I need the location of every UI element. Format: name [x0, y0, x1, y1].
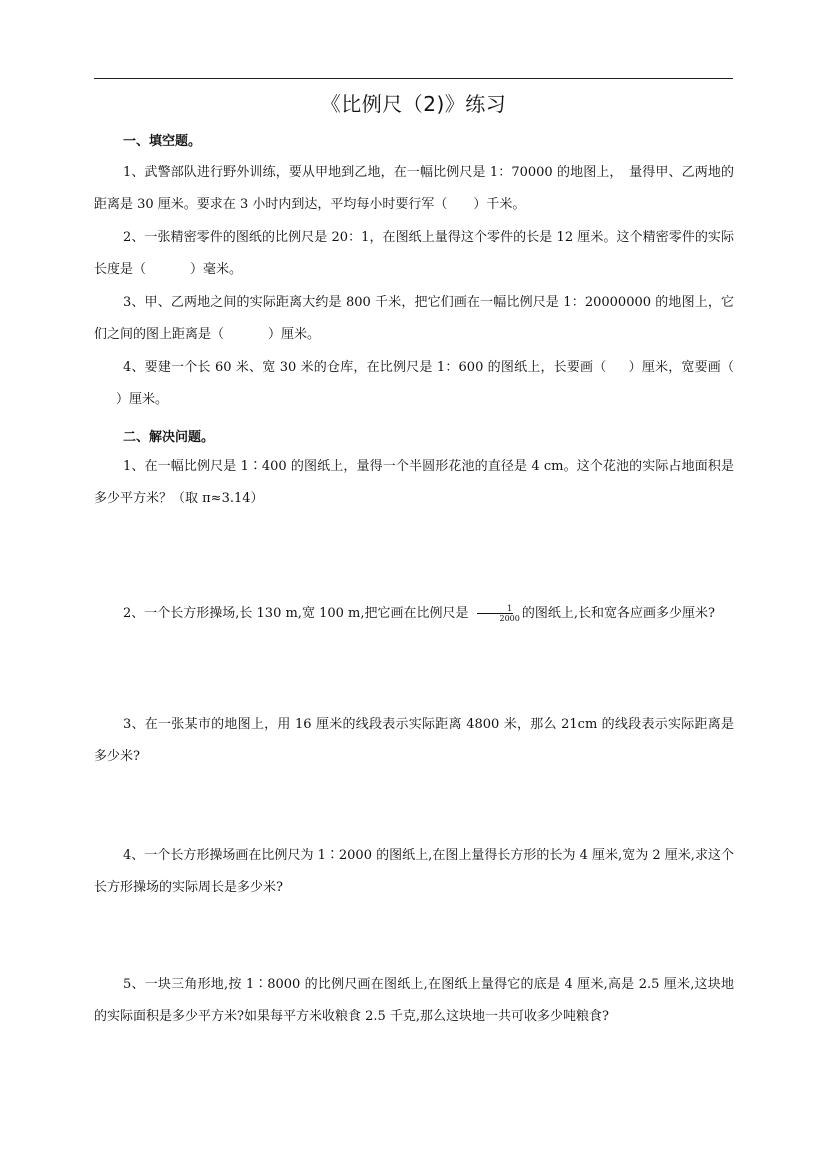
scale-fraction: [469, 604, 520, 623]
page-title: 《比例尺（2)》练习: [320, 92, 507, 116]
header-rule: [94, 78, 733, 79]
section-heading-fill-blank: 一、填空题。: [123, 134, 202, 149]
fraction-denominator: 2000: [499, 614, 520, 623]
question-text: ）毫米。: [190, 262, 243, 277]
question-text: 的图纸上,长和宽各应画多少厘米?: [521, 606, 715, 621]
question-text: ）厘米。: [116, 392, 169, 407]
question-fill-3: [94, 287, 734, 351]
fraction-numerator: 1: [477, 604, 513, 614]
problem-5: 5、一块三角形地,按 1∶8000 的比例尺画在图纸上,在图纸上量得它的底是 4 厘米,高是 2.5 厘米,这块地的实际面积是多少平方米?如果每平方米收粮食 2.5 千克,那么这块地一共可收多少吨粮食?: [94, 977, 734, 1024]
question-text: 1、武警部队进行野外训练，要从甲地到乙地，在一幅比例尺是 1：70000 的地图上， 量得甲、乙两地的距离是 30 厘米。要求在 3 小时内到达，平均每小时要行军（: [94, 165, 734, 212]
question-text: ）厘米。: [268, 327, 321, 342]
section-heading-problems: 二、解决问题。: [123, 430, 215, 445]
question-fill-1: [94, 157, 734, 221]
question-text: 2、一个长方形操场,长 130 m,宽 100 m,把它画在比例尺是: [123, 606, 469, 621]
question-text: ）厘米，宽要画（: [628, 360, 734, 375]
question-text: 2、一张精密零件的图纸的比例尺是 20：1，在图纸上量得这个零件的长是 12 厘米。这个精密零件的实际长度是（: [94, 230, 734, 277]
question-text: 4、要建一个长 60 米、宽 30 米的仓库，在比例尺是 1：600 的图纸上，长要画（: [123, 360, 607, 375]
problem-1: 1、在一幅比例尺是 1∶400 的图纸上，量得一个半圆形花池的直径是 4 cm。这个花池的实际占地面积是多少平方米？（取 π≈3.14）: [94, 459, 734, 506]
question-fill-4: [94, 352, 734, 416]
problem-2: [94, 598, 734, 630]
question-text: 3、甲、乙两地之间的实际距离大约是 800 千米，把它们画在一幅比例尺是 1：20000000 的地图上，它们之间的图上距离是（: [94, 295, 734, 342]
problem-3: 3、在一张某市的地图上，用 16 厘米的线段表示实际距离 4800 米，那么 21cm 的线段表示实际距离是多少米?: [94, 717, 734, 764]
problem-4: 4、一个长方形操场画在比例尺为 1∶2000 的图纸上,在图上量得长方形的长为 4 厘米,宽为 2 厘米,求这个长方形操场的实际周长是多少米?: [94, 848, 734, 895]
question-fill-2: [94, 222, 734, 286]
question-text: ）千米。: [473, 197, 526, 212]
